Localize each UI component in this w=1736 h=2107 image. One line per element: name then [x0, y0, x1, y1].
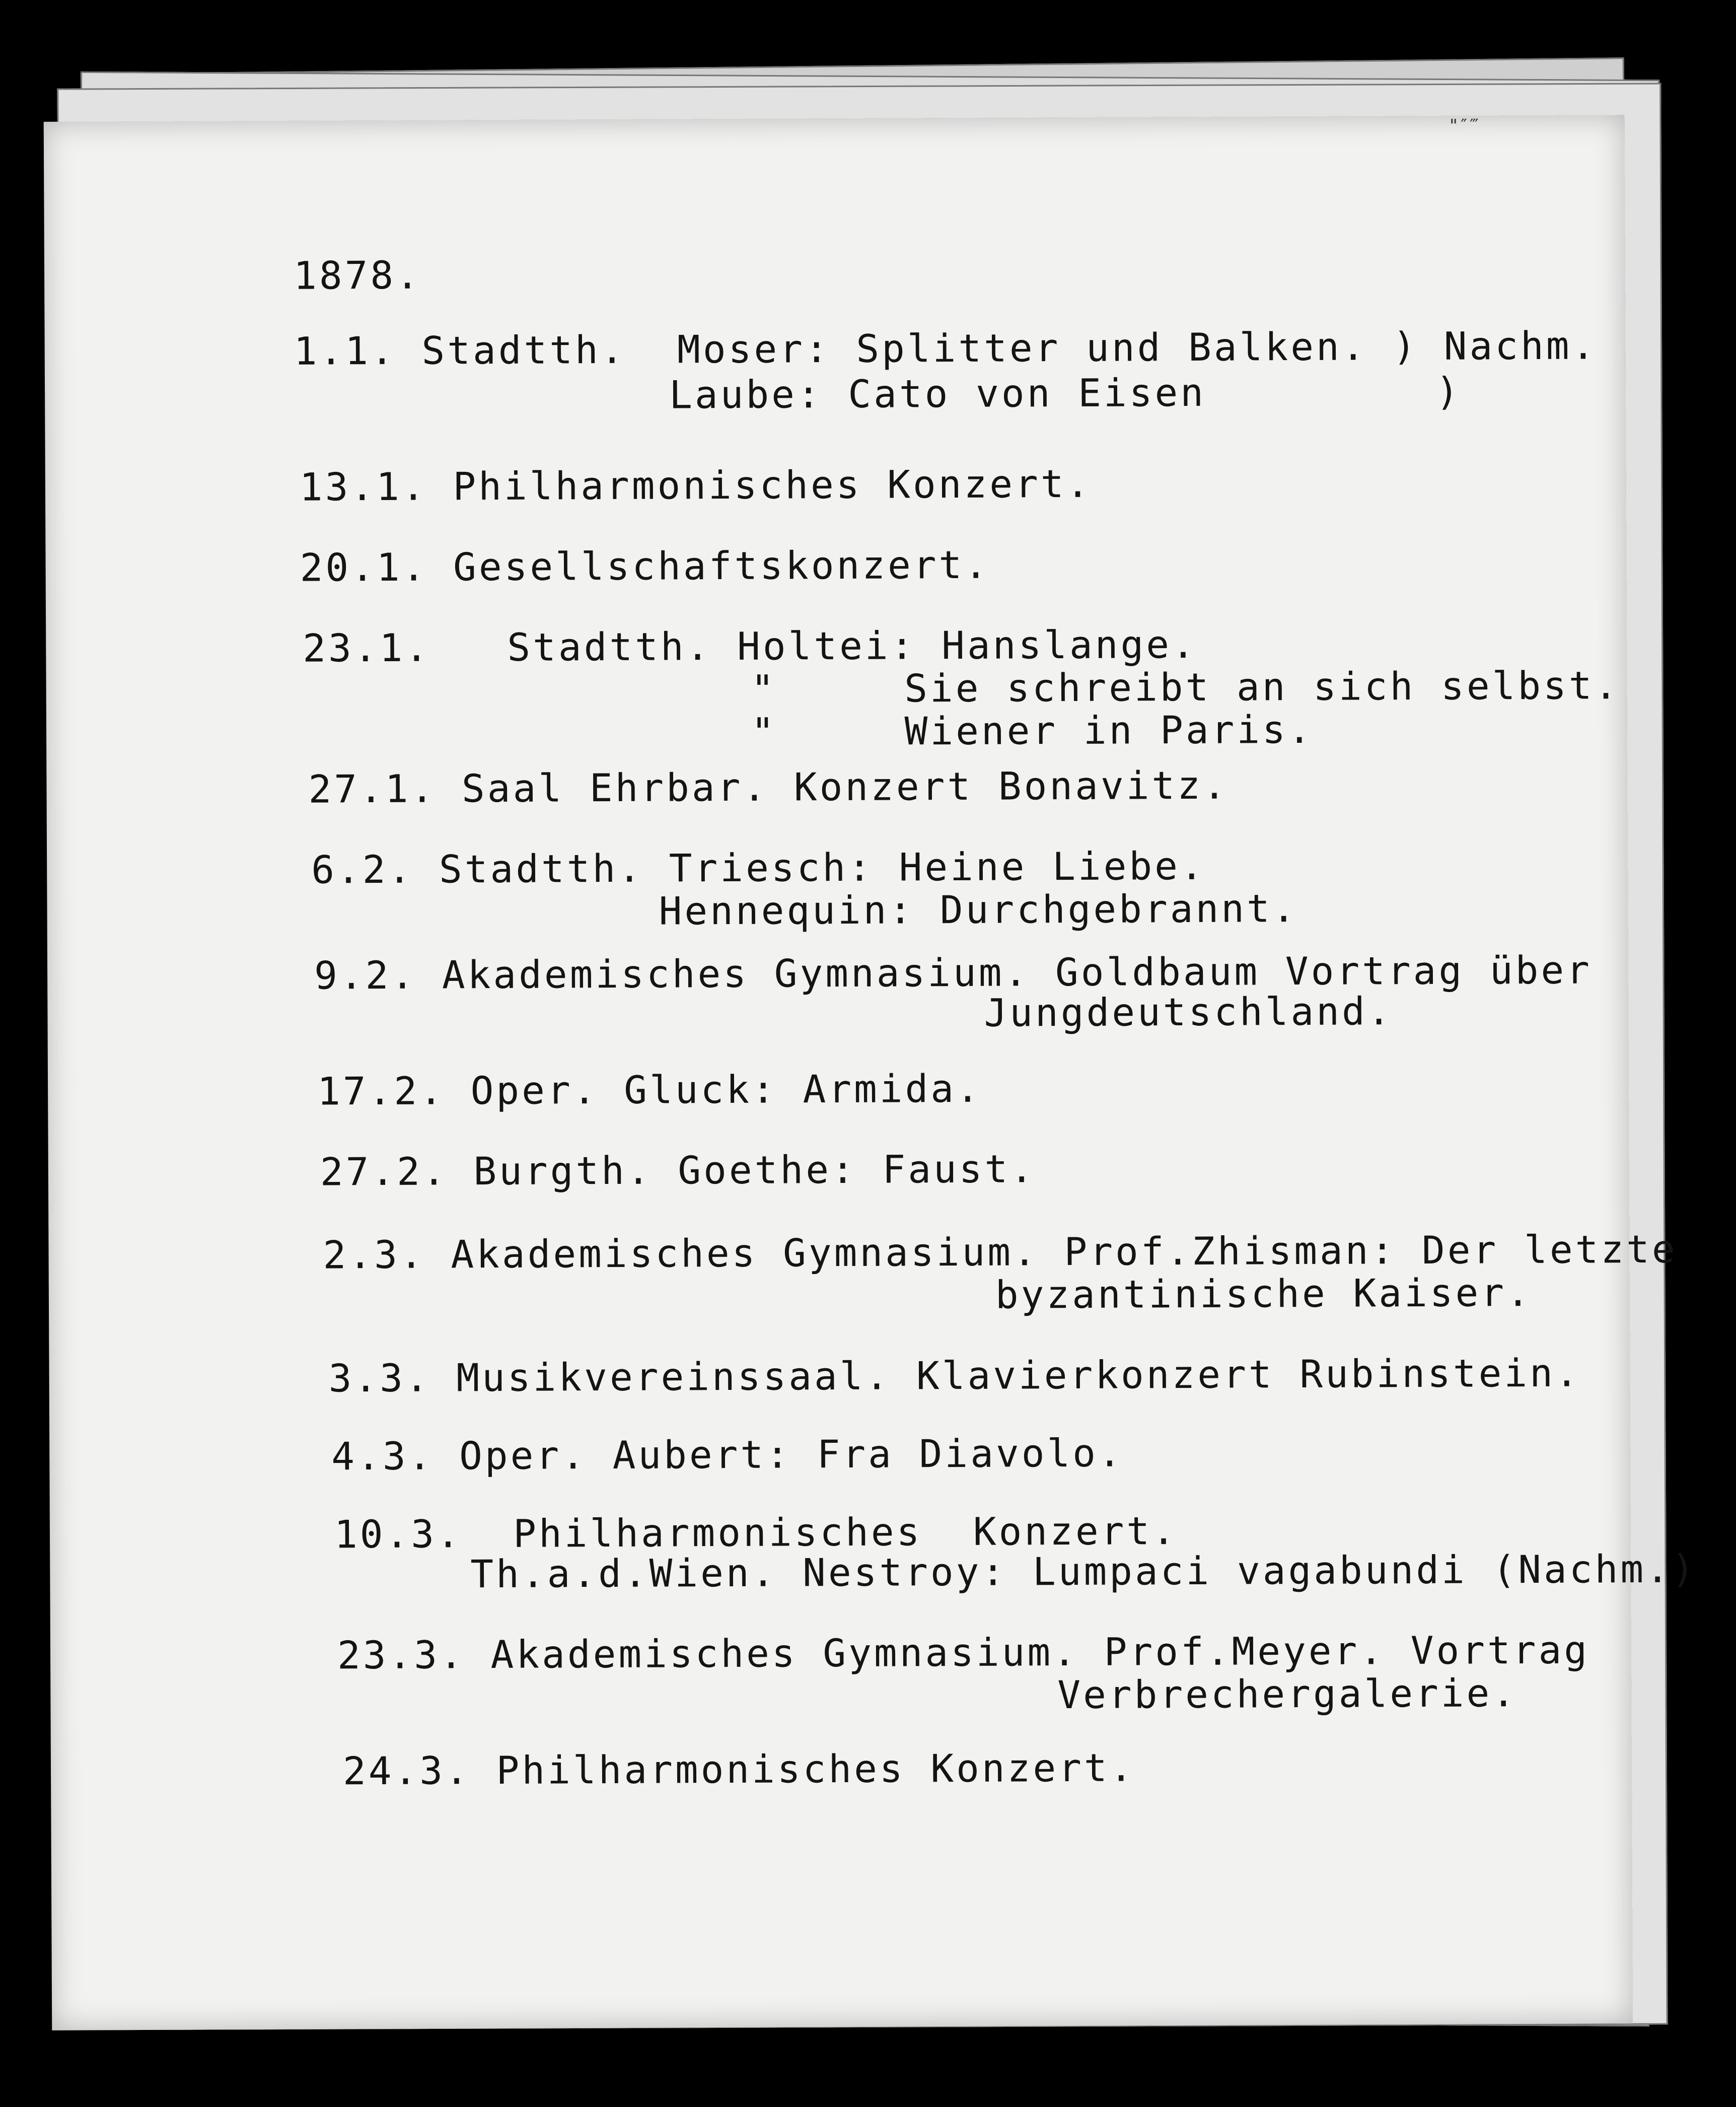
entry-line: Hennequin: Durchgebrannt.	[659, 886, 1298, 934]
entry-line: Th.a.d.Wien. Nestroy: Lumpaci vagabundi (Nachm.)	[470, 1546, 1697, 1597]
typed-page	[44, 115, 1697, 2030]
entry-line: 4.3. Oper. Aubert: Fra Diavolo.	[331, 1430, 1124, 1479]
entry-line: 2.3. Akademisches Gymnasium. Prof.Zhisman: Der letzte	[323, 1226, 1678, 1278]
entry-line: 20.1. Gesellschaftskonzert.	[300, 542, 990, 590]
entry-line: Laube: Cato von Eisen )	[669, 369, 1462, 417]
entry-line: 27.1. Saal Ehrbar. Konzert Bonavitz.	[308, 762, 1228, 812]
entry-line: 17.2. Oper. Gluck: Armida.	[317, 1066, 982, 1114]
entry-line: byzantinische Kaiser.	[995, 1270, 1532, 1317]
year-heading: 1878.	[293, 252, 422, 298]
entry-line: " Sie schreibt an sich selbst.	[751, 663, 1620, 712]
entry-line: 3.3. Musikvereinssaal. Klavierkonzert Rubinstein.	[328, 1350, 1581, 1401]
entry-line: 9.2. Akademisches Gymnasium. Goldbaum Vortrag über	[314, 947, 1593, 998]
entry-line: 23.1. Stadtth. Holtei: Hanslange.	[303, 621, 1197, 671]
entry-line: 1.1. Stadtth. Moser: Splitter und Balken. ) Nachm.	[294, 323, 1598, 374]
entry-line: 13.1. Philharmonisches Konzert.	[299, 461, 1092, 510]
entry-line: 27.2. Burgth. Goethe: Faust.	[320, 1146, 1036, 1195]
entry-line: " Wiener in Paris.	[751, 707, 1314, 754]
entry-line: 6.2. Stadtth. Triesch: Heine Liebe.	[311, 843, 1206, 892]
entry-line: 24.3. Philharmonisches Konzert.	[342, 1745, 1135, 1794]
entry-line: Jungdeutschland.	[984, 989, 1393, 1035]
entry-line: 10.3. Philharmonisches Konzert.	[334, 1508, 1178, 1557]
entry-line: 23.3. Akademisches Gymnasium. Prof.Meyer. Vortrag	[337, 1627, 1590, 1678]
corner-mark: "″‴	[1448, 115, 1480, 136]
entry-line: Verbrechergalerie.	[1057, 1670, 1518, 1718]
